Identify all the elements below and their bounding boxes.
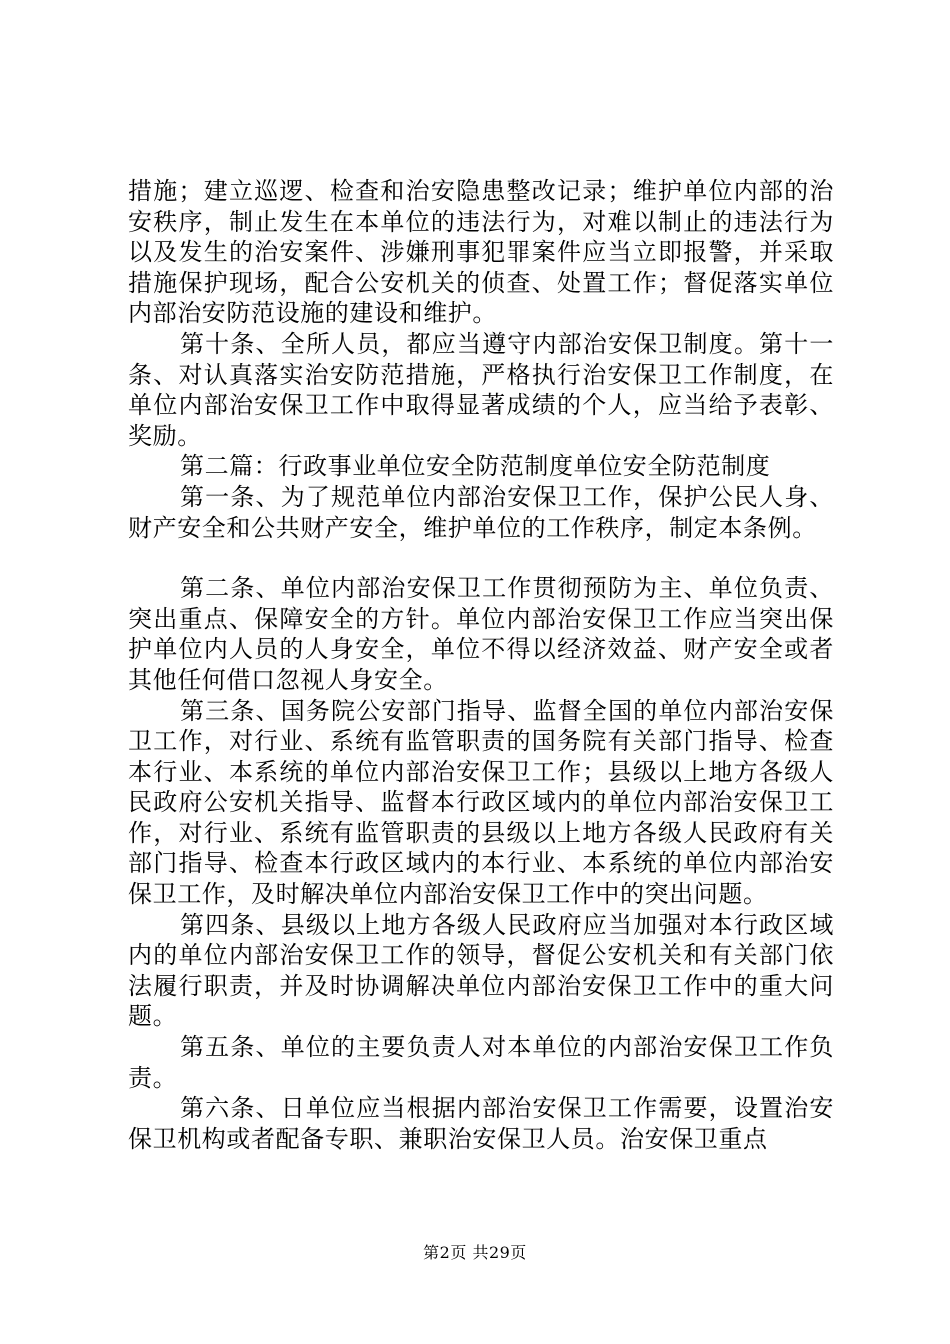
paragraph-gap: [128, 543, 834, 573]
paragraph-article-10: 第十条、全所人员，都应当遵守内部治安保卫制度。第十一条、对认真落实治安防范措施，严格执行治安保卫工作制度，在单位内部治安保卫工作中取得显著成绩的个人，应当给予表彰、奖励。: [128, 329, 834, 450]
section-heading: 第二篇：行政事业单位安全防范制度单位安全防范制度: [180, 452, 771, 481]
paragraph-article-4: 第四条、县级以上地方各级人民政府应当加强对本行政区域内的单位内部治安保卫工作的领导，督促公安机关和有关部门依法履行职责，并及时协调解决单位内部治安保卫工作中的重大问题。: [128, 910, 834, 1031]
paragraph-continuation: 措施；建立巡逻、检查和治安隐患整改记录；维护单位内部的治安秩序，制止发生在本单位的违法行为，对难以制止的违法行为以及发生的治安案件、涉嫌刑事犯罪案件应当立即报警，并采取措施保护现场，配合公安机关的侦查、处置工作；督促落实单位内部治安防范设施的建设和维护。: [128, 177, 834, 328]
body-text: [128, 176, 834, 1154]
paragraph-article-1: 第一条、为了规范单位内部治安保卫工作，保护公民人身、财产安全和公共财产安全，维护单位的工作秩序，制定本条例。: [128, 482, 834, 542]
paragraph-article-6: 第六条、日单位应当根据内部治安保卫工作需要，设置治安保卫机构或者配备专职、兼职治安保卫人员。治安保卫重点: [128, 1094, 834, 1153]
paragraph-article-2: 第二条、单位内部治安保卫工作贯彻预防为主、单位负责、突出重点、保障安全的方针。单位内部治安保卫工作应当突出保护单位内人员的人身安全，单位不得以经济效益、财产安全或者其他任何借口忽视人身安全。: [128, 574, 834, 694]
paragraph-article-3: 第三条、国务院公安部门指导、监督全国的单位内部治安保卫工作，对行业、系统有监管职责的国务院有关部门指导、检查本行业、本系统的单位内部治安保卫工作；县级以上地方各级人民政府公安机关指导、监督本行政区域内的单位内部治安保卫工作，对行业、系统有监管职责的县级以上地方各级人民政府有关部门指导、检查本行政区域内的本行业、本系统的单位内部治安保卫工作，及时解决单位内部治安保卫工作中的突出问题。: [128, 696, 834, 909]
paragraph-article-5: 第五条、单位的主要负责人对本单位的内部治安保卫工作负责。: [128, 1033, 834, 1092]
page-footer: 第2页 共29页: [423, 1243, 527, 1262]
